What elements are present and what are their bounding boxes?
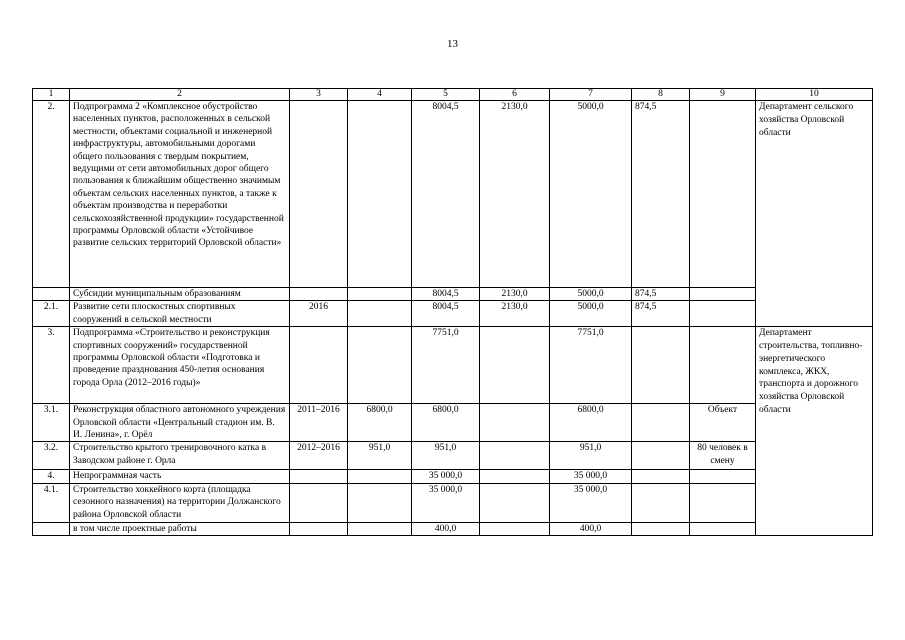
cell-col9: 80 человек в смену (690, 442, 756, 470)
table-row (33, 327, 873, 404)
cell-col7: 951,0 (550, 442, 632, 470)
cell-col6: 2130,0 (480, 288, 550, 301)
cell-col6: 2130,0 (480, 301, 550, 327)
cell-col3 (290, 101, 348, 288)
cell-col7: 5000,0 (550, 101, 632, 288)
row-name: Развитие сети плоскостных спортивных сооружений в сельской местности (70, 301, 290, 327)
cell-col7: 6800,0 (550, 404, 632, 442)
cell-col3 (290, 288, 348, 301)
cell-col9 (690, 483, 756, 522)
cell-col4 (348, 483, 412, 522)
table-row (33, 522, 873, 535)
cell-col4: 951,0 (348, 442, 412, 470)
cell-col3: 2012–2016 (290, 442, 348, 470)
cell-col3 (290, 470, 348, 483)
cell-col6 (480, 522, 550, 535)
table-row (33, 483, 873, 522)
row-number: 2. (33, 101, 70, 288)
column-header: 5 (412, 89, 480, 101)
cell-col8 (632, 470, 690, 483)
table-row (33, 442, 873, 470)
cell-col8 (632, 483, 690, 522)
cell-col6 (480, 483, 550, 522)
row-number: 4. (33, 470, 70, 483)
cell-col6 (480, 404, 550, 442)
cell-col5: 951,0 (412, 442, 480, 470)
cell-col5: 400,0 (412, 522, 480, 535)
cell-col3: 2011–2016 (290, 404, 348, 442)
cell-col4 (348, 522, 412, 535)
cell-col5: 8004,5 (412, 101, 480, 288)
cell-col5: 6800,0 (412, 404, 480, 442)
cell-col6 (480, 470, 550, 483)
cell-col8: 874,5 (632, 288, 690, 301)
row-name: в том числе проектные работы (70, 522, 290, 535)
header-row (33, 89, 873, 101)
cell-col9 (690, 101, 756, 288)
table-row (33, 301, 873, 327)
row-number: 3. (33, 327, 70, 404)
column-header: 9 (690, 89, 756, 101)
cell-col7: 35 000,0 (550, 470, 632, 483)
cell-col9 (690, 470, 756, 483)
cell-col4 (348, 327, 412, 404)
cell-col7: 5000,0 (550, 288, 632, 301)
column-header: 1 (33, 89, 70, 101)
table-row (33, 101, 873, 288)
cell-col8 (632, 404, 690, 442)
row-name: Реконструкция областного автономного учреждения Орловской области «Центральный стадион им. В. И. Ленина», г. Орёл (70, 404, 290, 442)
cell-col8 (632, 442, 690, 470)
row-number: 3.2. (33, 442, 70, 470)
responsible-department: Департамент строительства, топливно-энергетического комплекса, ЖКХ, транспорта и дорожного хозяйства Орловской области (756, 327, 873, 536)
table-row (33, 404, 873, 442)
cell-col7: 7751,0 (550, 327, 632, 404)
cell-col5: 7751,0 (412, 327, 480, 404)
column-header: 6 (480, 89, 550, 101)
row-name: Строительство крытого тренировочного катка в Заводском районе г. Орла (70, 442, 290, 470)
responsible-department: Департамент сельского хозяйства Орловской области (756, 101, 873, 327)
cell-col6 (480, 327, 550, 404)
cell-col6: 2130,0 (480, 101, 550, 288)
table-row (33, 288, 873, 301)
cell-col3 (290, 522, 348, 535)
cell-col9 (690, 288, 756, 301)
cell-col9 (690, 301, 756, 327)
cell-col8 (632, 327, 690, 404)
cell-col5: 8004,5 (412, 301, 480, 327)
cell-col4 (348, 301, 412, 327)
row-name: Подпрограмма 2 «Комплексное обустройство населенных пунктов, расположенных в сельской местности, объектами социальной и инженерной инфраструктуры, автомобильными дорогами общего пользования с твердым покрытием, ведущими от сети автомобильных дорог общего пользования к ближайшим общественно значимым объектам сельских населенных пунктов, а также к объектам производства и переработки сельскохозяйственной продукции» государственной программы Орловской области «Устойчивое развитие сельских территорий Орловской области» (70, 101, 290, 288)
column-header: 8 (632, 89, 690, 101)
cell-col4 (348, 470, 412, 483)
cell-col9 (690, 522, 756, 535)
cell-col3 (290, 483, 348, 522)
cell-col4 (348, 288, 412, 301)
column-header: 10 (756, 89, 873, 101)
column-header: 7 (550, 89, 632, 101)
cell-col9 (690, 327, 756, 404)
row-number: 2.1. (33, 301, 70, 327)
row-name: Субсидии муниципальным образованиям (70, 288, 290, 301)
column-header: 4 (348, 89, 412, 101)
cell-col9: Объект (690, 404, 756, 442)
cell-col5: 35 000,0 (412, 483, 480, 522)
cell-col3: 2016 (290, 301, 348, 327)
cell-col4: 6800,0 (348, 404, 412, 442)
cell-col8: 874,5 (632, 101, 690, 288)
cell-col4 (348, 101, 412, 288)
cell-col5: 35 000,0 (412, 470, 480, 483)
row-number (33, 288, 70, 301)
page-number: 13 (447, 38, 458, 50)
row-name: Подпрограмма «Строительство и реконструкция спортивных сооружений» государственной программы Орловской области «Подготовка и проведение празднования 450-летия основания города Орла (2012–2016 годы)» (70, 327, 290, 404)
cell-col5: 8004,5 (412, 288, 480, 301)
row-name: Строительство хоккейного корта (площадка сезонного назначения) на территории Должанского района Орловской области (70, 483, 290, 522)
row-number: 4.1. (33, 483, 70, 522)
cell-col7: 5000,0 (550, 301, 632, 327)
column-header: 2 (70, 89, 290, 101)
budget-table (32, 88, 873, 536)
cell-col3 (290, 327, 348, 404)
column-header: 3 (290, 89, 348, 101)
row-number: 3.1. (33, 404, 70, 442)
table-row (33, 470, 873, 483)
cell-col8: 874,5 (632, 301, 690, 327)
row-name: Непрограммная часть (70, 470, 290, 483)
cell-col8 (632, 522, 690, 535)
cell-col7: 35 000,0 (550, 483, 632, 522)
cell-col6 (480, 442, 550, 470)
cell-col7: 400,0 (550, 522, 632, 535)
row-number (33, 522, 70, 535)
